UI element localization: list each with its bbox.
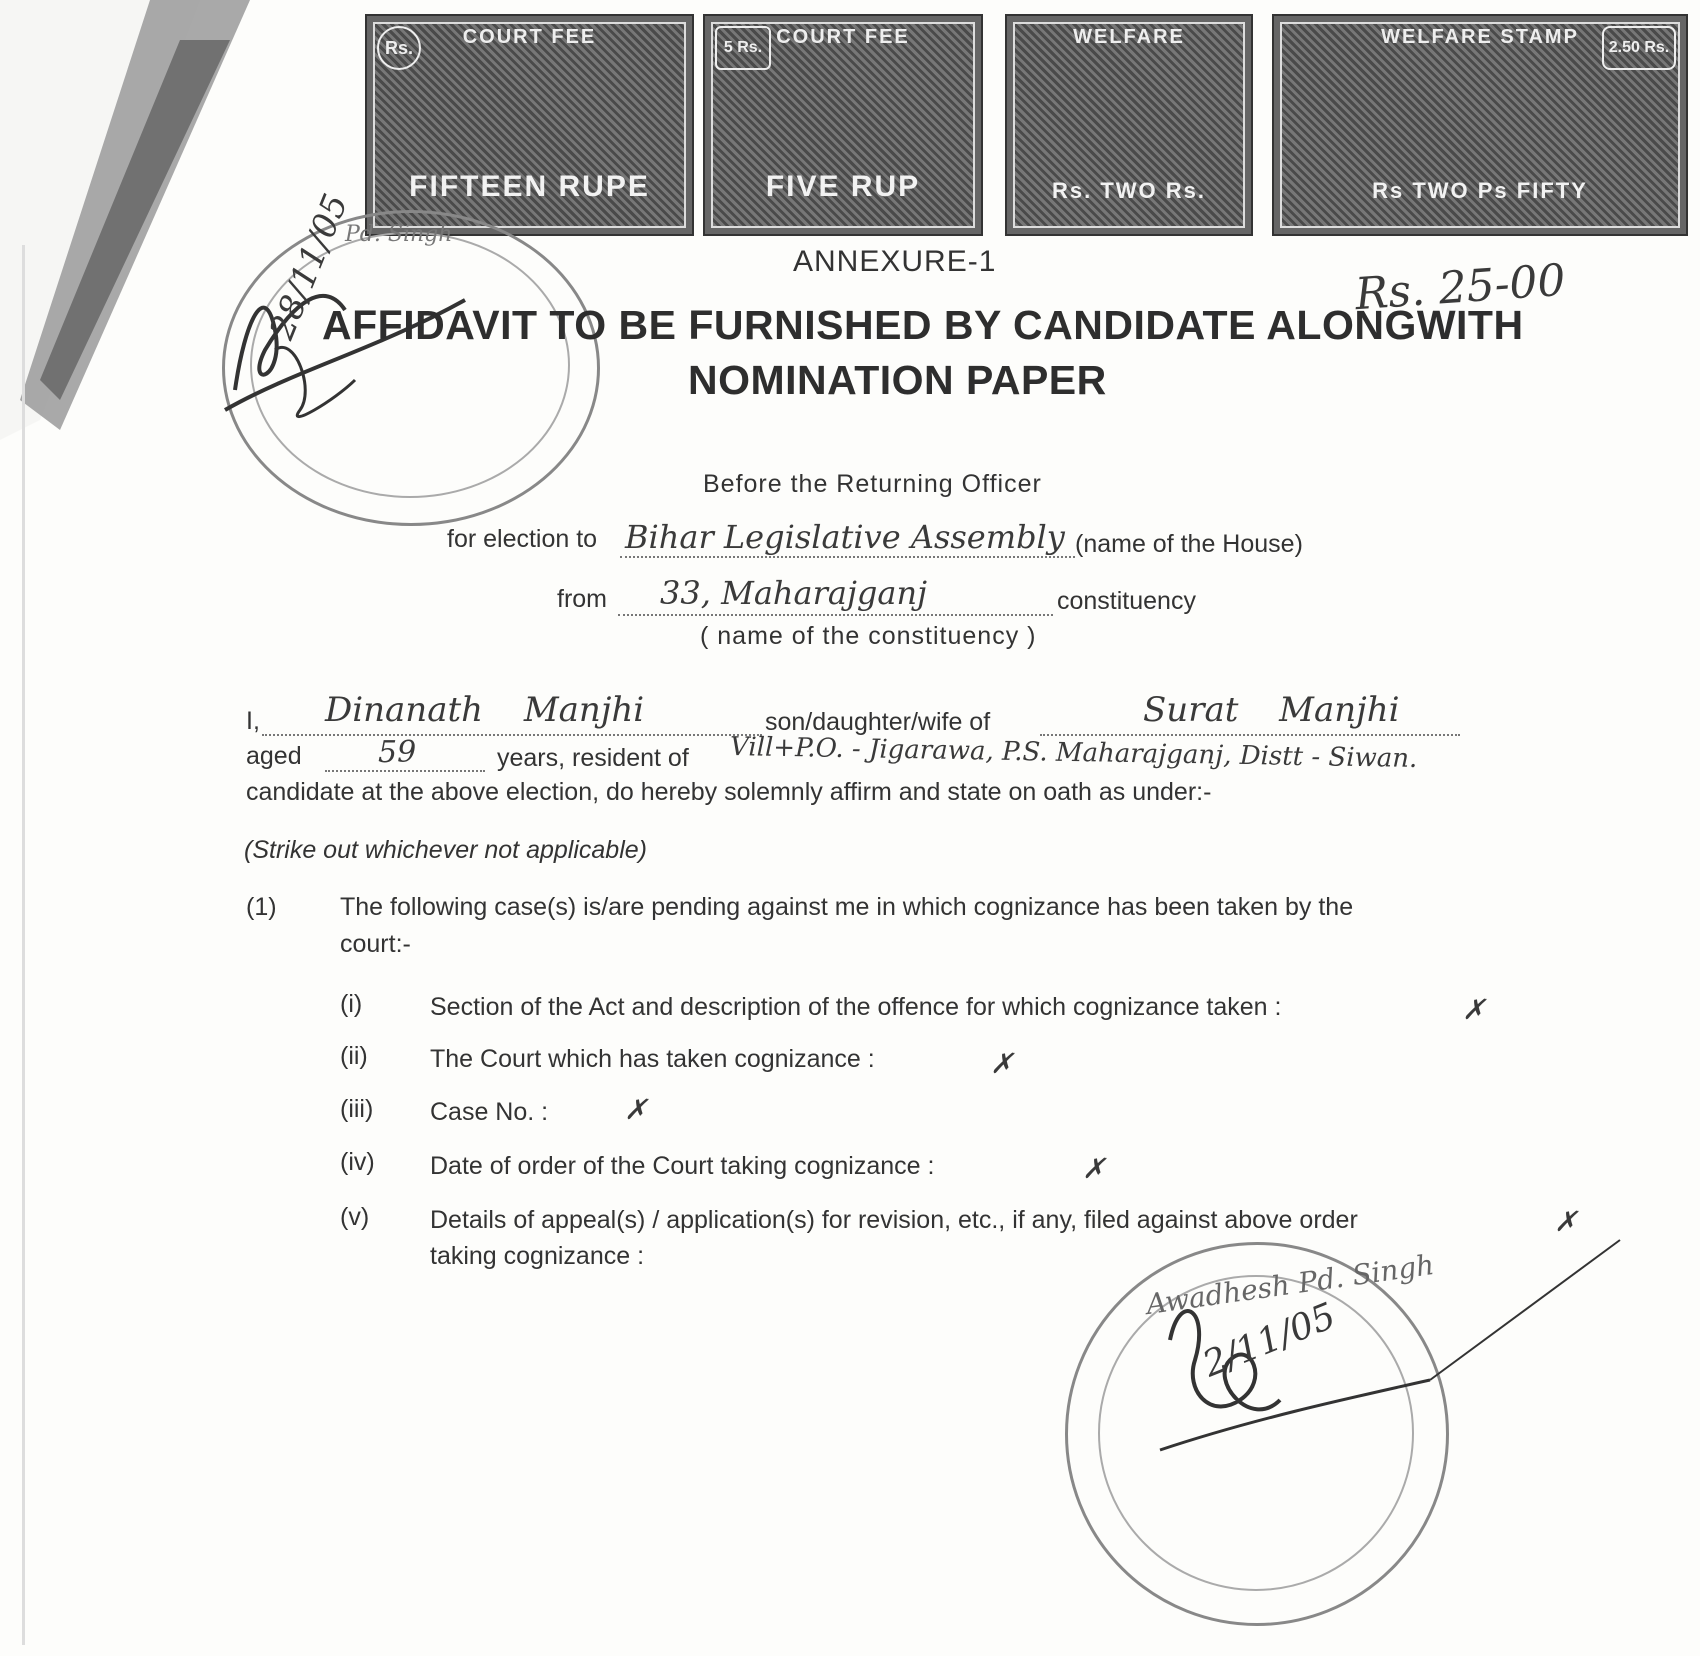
- constituency-prefix: from: [557, 585, 607, 613]
- item-number: (iii): [340, 1095, 374, 1123]
- item-cross-mark: ✗: [990, 1047, 1014, 1080]
- constituency-value: 33, Maharajganj: [660, 574, 927, 612]
- item-text-continued: taking cognizance :: [430, 1242, 645, 1270]
- constituency-note: ( name of the constituency ): [700, 622, 1037, 650]
- house-name: Bihar Legislative Assembly: [625, 518, 1065, 556]
- item-text: The Court which has taken cognizance :: [430, 1045, 875, 1073]
- item-cross-mark: ✗: [624, 1093, 648, 1126]
- clause-1-text-line-1: The following case(s) is/are pending against me in which cognizance has been taken by the: [340, 893, 1354, 921]
- clause-1-number: (1): [246, 893, 277, 921]
- item-text: Details of appeal(s) / application(s) for revision, etc., if any, filed against above order: [430, 1206, 1358, 1234]
- stamp-label: Rs. TWO Rs.: [1051, 178, 1206, 203]
- relation-label: son/daughter/wife of: [765, 708, 991, 736]
- welfare-stamp-2: [1005, 14, 1253, 236]
- item-number: (iv): [340, 1148, 375, 1176]
- oath-line: candidate at the above election, do hereby solemnly affirm and state on oath as under:-: [246, 778, 1212, 806]
- title-line-1: AFFIDAVIT TO BE FURNISHED BY CANDIDATE ALONGWITH: [322, 302, 1524, 348]
- candidate-name: Dinanath Manjhi: [325, 690, 645, 730]
- stamp-top-text: COURT FEE: [776, 26, 910, 48]
- annexure-label: ANNEXURE-1: [793, 245, 997, 278]
- stamp-label: FIFTEEN RUPE: [409, 170, 650, 203]
- clause-1-text-line-2: court:-: [340, 930, 411, 958]
- stamp-top-text: WELFARE STAMP: [1381, 26, 1579, 48]
- item-number: (v): [340, 1203, 370, 1231]
- item-number: (i): [340, 990, 363, 1018]
- item-text: Section of the Act and description of the offence for which cognizance taken :: [430, 993, 1282, 1021]
- seal-bottom-date: 2/11/05: [1197, 1295, 1342, 1386]
- court-fee-stamp-15: [365, 14, 694, 236]
- item-cross-mark: ✗: [1082, 1152, 1106, 1185]
- stamp-denomination: Rs.: [377, 26, 421, 70]
- house-suffix: (name of the House): [1075, 530, 1303, 558]
- stamp-total: Rs. 25-00: [1353, 254, 1568, 321]
- before-returning-officer: Before the Returning Officer: [703, 470, 1042, 498]
- stamp-denomination: 5 Rs.: [715, 26, 771, 70]
- seal-top-text: Pd. Singh: [345, 222, 453, 247]
- item-text: Date of order of the Court taking cognizance :: [430, 1152, 935, 1180]
- seal-top-date: 28/11/05: [262, 188, 357, 345]
- court-fee-stamp-5: [703, 14, 983, 236]
- aged-label: aged: [246, 742, 302, 770]
- stamp-label: Rs TWO Ps FIFTY: [1372, 178, 1588, 203]
- title-line-2: NOMINATION PAPER: [688, 357, 1107, 403]
- stamp-top-text: WELFARE: [1073, 26, 1185, 48]
- item-cross-mark: ✗: [1462, 993, 1486, 1026]
- stamp-top-text: COURT FEE: [462, 26, 597, 48]
- father-name: Surat Manjhi: [1143, 690, 1400, 730]
- left-edge-line: [22, 245, 25, 1645]
- welfare-stamp-2-50: [1272, 14, 1688, 236]
- candidate-address: Vill+P.O. - Jigarawa, P.S. Maharajganj, Distt - Siwan.: [729, 732, 1418, 774]
- constituency-suffix: constituency: [1057, 587, 1196, 615]
- declarant-prefix: I,: [246, 707, 260, 735]
- item-text: Case No. :: [430, 1098, 549, 1126]
- seal-bottom-text: Awadhesh Pd. Singh: [1144, 1247, 1437, 1322]
- item-number: (ii): [340, 1042, 368, 1070]
- election-prefix: for election to: [447, 525, 598, 553]
- stamp-label: FIVE RUP: [765, 170, 921, 203]
- item-cross-mark: ✗: [1554, 1205, 1578, 1238]
- strike-note: (Strike out whichever not applicable): [244, 836, 647, 864]
- resident-label: years, resident of: [497, 744, 689, 772]
- stamp-denomination: 2.50 Rs.: [1602, 26, 1676, 70]
- signature-bottom: [1100, 1230, 1660, 1480]
- candidate-age: 59: [378, 735, 417, 770]
